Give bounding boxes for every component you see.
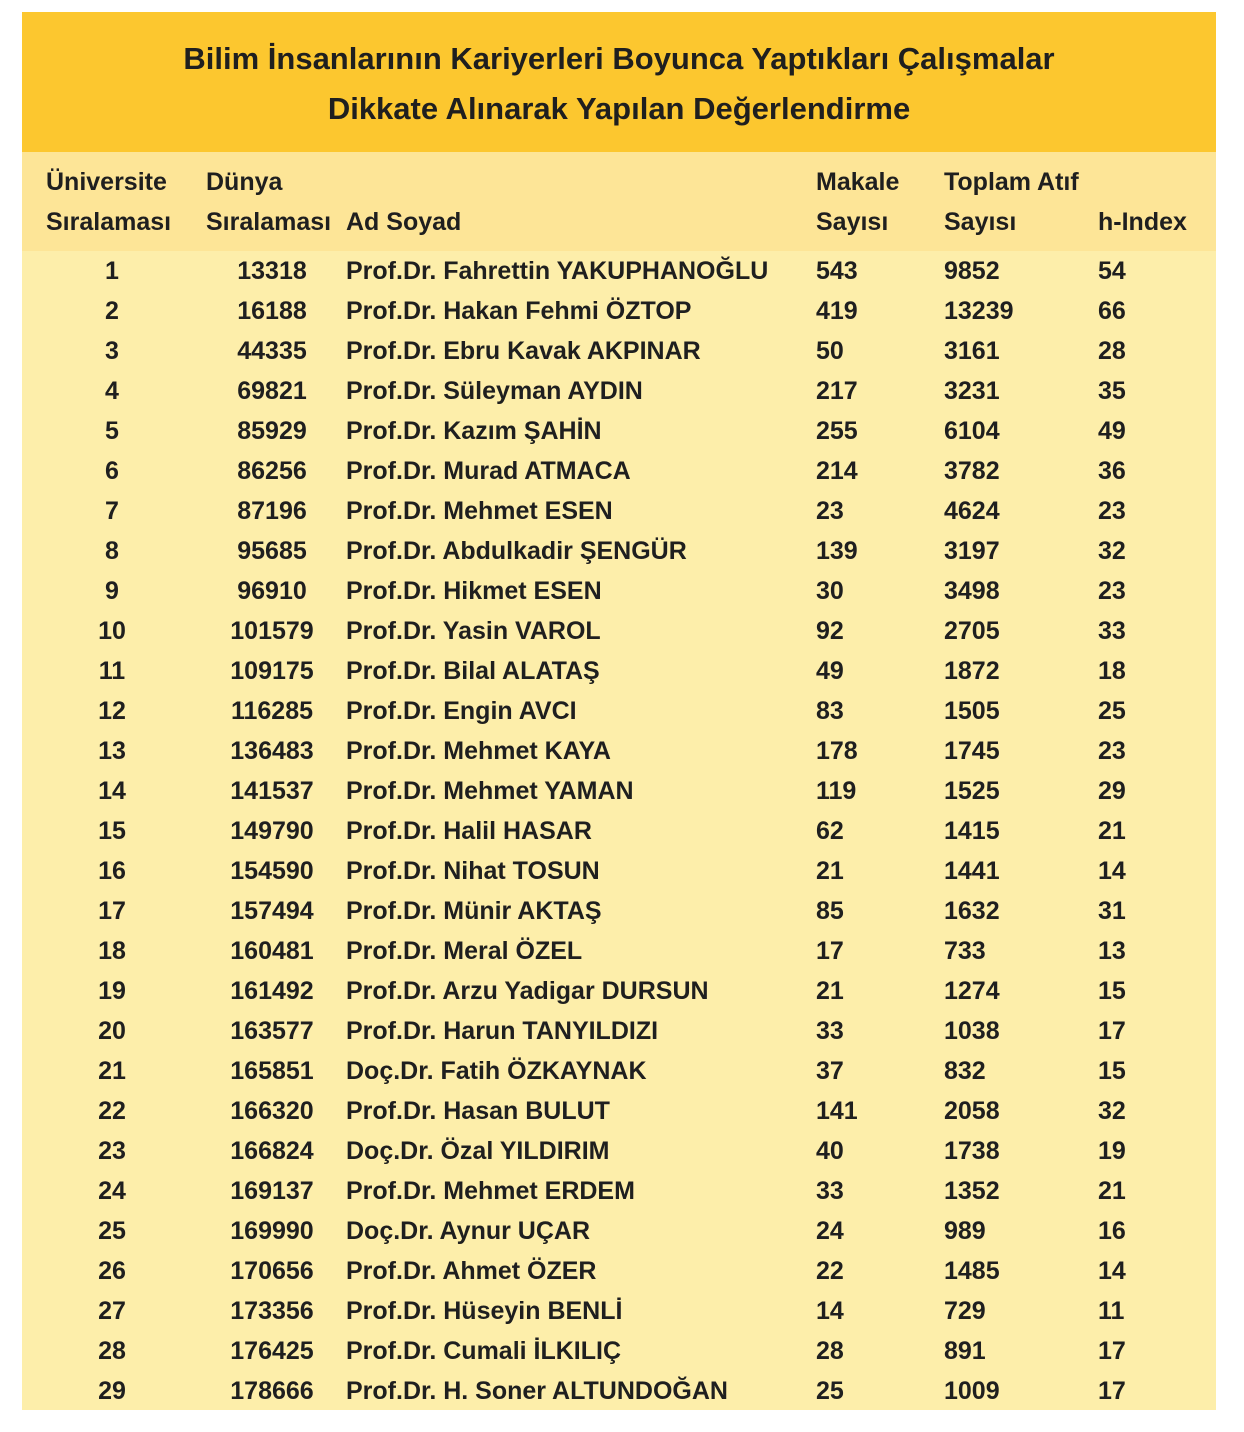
university-rank-cell: 29 bbox=[98, 1377, 126, 1405]
world-rank-cell: 178666 bbox=[230, 1377, 314, 1405]
citation-count-cell: 3161 bbox=[944, 337, 1000, 365]
h-index-cell: 13 bbox=[1098, 937, 1126, 965]
scientist-name-cell: Prof.Dr. Ebru Kavak AKPINAR bbox=[346, 337, 701, 365]
citation-count-cell: 1009 bbox=[944, 1377, 1000, 1405]
world-rank-cell: 176425 bbox=[230, 1337, 314, 1365]
table-row bbox=[22, 1131, 1216, 1171]
university-rank-cell: 5 bbox=[105, 417, 119, 445]
paper-count-cell: 37 bbox=[816, 1057, 844, 1085]
citation-count-cell: 3197 bbox=[944, 537, 1000, 565]
scientist-name-cell: Prof.Dr. H. Soner ALTUNDOĞAN bbox=[346, 1377, 728, 1405]
paper-count-cell: 119 bbox=[816, 777, 857, 805]
table-row bbox=[22, 931, 1216, 971]
h-index-cell: 11 bbox=[1098, 1297, 1125, 1325]
university-rank-cell: 16 bbox=[98, 857, 126, 885]
paper-count-cell: 33 bbox=[816, 1177, 844, 1205]
paper-count-cell: 178 bbox=[816, 737, 858, 765]
university-rank-cell: 20 bbox=[98, 1017, 126, 1045]
world-rank-cell: 166824 bbox=[230, 1137, 314, 1165]
university-rank-cell: 3 bbox=[105, 337, 119, 365]
university-rank-cell: 23 bbox=[98, 1137, 126, 1165]
world-rank-cell: 141537 bbox=[230, 777, 314, 805]
world-rank-cell: 16188 bbox=[237, 297, 307, 325]
table-row bbox=[22, 1011, 1216, 1051]
scientist-name-cell: Prof.Dr. Murad ATMACA bbox=[346, 457, 631, 485]
citation-count-cell: 3498 bbox=[944, 577, 1000, 605]
h-index-cell: 17 bbox=[1098, 1377, 1126, 1405]
paper-count-cell: 139 bbox=[816, 537, 858, 565]
scientist-name-cell: Prof.Dr. Cumali İLKILIÇ bbox=[346, 1337, 622, 1365]
scientist-name-cell: Doç.Dr. Özal YILDIRIM bbox=[346, 1137, 610, 1165]
world-rank-cell: 95685 bbox=[237, 537, 307, 565]
citation-count-cell: 1745 bbox=[944, 737, 1000, 765]
world-rank-cell: 13318 bbox=[237, 257, 307, 285]
table-row bbox=[22, 731, 1216, 771]
citation-count-cell: 1872 bbox=[944, 657, 1000, 685]
h-index-cell: 17 bbox=[1098, 1337, 1126, 1365]
citation-count-cell: 9852 bbox=[944, 257, 1000, 285]
world-rank-cell: 86256 bbox=[237, 457, 307, 485]
table-row bbox=[22, 1291, 1216, 1331]
university-rank-cell: 18 bbox=[98, 937, 126, 965]
scientist-name-cell: Prof.Dr. Fahrettin YAKUPHANOĞLU bbox=[346, 257, 769, 285]
h-index-cell: 66 bbox=[1098, 297, 1126, 325]
citation-count-cell: 989 bbox=[944, 1217, 986, 1245]
h-index-cell: 14 bbox=[1098, 1257, 1126, 1285]
table-row bbox=[22, 691, 1216, 731]
table-row bbox=[22, 1251, 1216, 1291]
university-rank-cell: 1 bbox=[105, 257, 119, 285]
citation-count-cell: 1415 bbox=[944, 817, 1000, 845]
paper-count-cell: 21 bbox=[816, 977, 844, 1005]
paper-count-cell: 40 bbox=[816, 1137, 844, 1165]
h-index-cell: 14 bbox=[1098, 857, 1126, 885]
h-index-cell: 19 bbox=[1098, 1137, 1126, 1165]
university-rank-cell: 2 bbox=[105, 297, 119, 325]
table-row bbox=[22, 971, 1216, 1011]
citation-count-cell: 1525 bbox=[944, 777, 1000, 805]
world-rank-cell: 96910 bbox=[237, 577, 307, 605]
table-row bbox=[22, 331, 1216, 371]
h-index-cell: 21 bbox=[1098, 1177, 1126, 1205]
scientist-name-cell: Prof.Dr. Meral ÖZEL bbox=[346, 937, 583, 965]
paper-count-cell: 419 bbox=[816, 297, 858, 325]
header-h-index: h-Index bbox=[1098, 208, 1187, 236]
scientist-name-cell: Prof.Dr. Mehmet YAMAN bbox=[346, 777, 634, 805]
scientist-name-cell: Prof.Dr. Mehmet KAYA bbox=[346, 737, 611, 765]
university-rank-cell: 12 bbox=[98, 697, 126, 725]
university-rank-cell: 15 bbox=[98, 817, 126, 845]
university-rank-cell: 21 bbox=[98, 1057, 126, 1085]
citation-count-cell: 891 bbox=[944, 1337, 986, 1365]
world-rank-cell: 85929 bbox=[237, 417, 307, 445]
paper-count-cell: 141 bbox=[816, 1097, 858, 1125]
world-rank-cell: 149790 bbox=[230, 817, 314, 845]
h-index-cell: 36 bbox=[1098, 457, 1126, 485]
university-rank-cell: 17 bbox=[98, 897, 126, 925]
paper-count-cell: 28 bbox=[816, 1337, 844, 1365]
university-rank-cell: 6 bbox=[105, 457, 119, 485]
paper-count-cell: 33 bbox=[816, 1017, 844, 1045]
world-rank-cell: 165851 bbox=[230, 1057, 314, 1085]
ranking-table bbox=[22, 12, 1216, 1410]
paper-count-cell: 255 bbox=[816, 417, 858, 445]
table-row bbox=[22, 611, 1216, 651]
h-index-cell: 31 bbox=[1098, 897, 1126, 925]
world-rank-cell: 161492 bbox=[230, 977, 314, 1005]
university-rank-cell: 7 bbox=[105, 497, 119, 525]
university-rank-cell: 11 bbox=[98, 657, 126, 685]
citation-count-cell: 4624 bbox=[944, 497, 1000, 525]
table-row bbox=[22, 531, 1216, 571]
table-row bbox=[22, 1371, 1216, 1411]
world-rank-cell: 169990 bbox=[230, 1217, 314, 1245]
header-world-rank: Dünya Sıralaması bbox=[206, 168, 332, 236]
h-index-cell: 23 bbox=[1098, 497, 1126, 525]
h-index-cell: 29 bbox=[1098, 777, 1126, 805]
paper-count-cell: 50 bbox=[816, 337, 844, 365]
table-row bbox=[22, 1051, 1216, 1091]
university-rank-cell: 9 bbox=[105, 577, 119, 605]
h-index-cell: 49 bbox=[1098, 417, 1126, 445]
table-row bbox=[22, 411, 1216, 451]
university-rank-cell: 8 bbox=[105, 537, 119, 565]
scientist-name-cell: Prof.Dr. Kazım ŞAHİN bbox=[346, 417, 602, 445]
citation-count-cell: 1485 bbox=[944, 1257, 1000, 1285]
scientist-name-cell: Prof.Dr. Hüseyin BENLİ bbox=[346, 1297, 623, 1325]
university-rank-cell: 4 bbox=[105, 377, 119, 405]
university-rank-cell: 27 bbox=[98, 1297, 126, 1325]
paper-count-cell: 25 bbox=[816, 1377, 844, 1405]
world-rank-cell: 109175 bbox=[230, 657, 314, 685]
citation-count-cell: 2705 bbox=[944, 617, 1000, 645]
citation-count-cell: 13239 bbox=[944, 297, 1014, 325]
paper-count-cell: 23 bbox=[816, 497, 844, 525]
university-rank-cell: 10 bbox=[98, 617, 126, 645]
citation-count-cell: 733 bbox=[944, 937, 986, 965]
table-row bbox=[22, 491, 1216, 531]
world-rank-cell: 44335 bbox=[237, 337, 307, 365]
table-row bbox=[22, 1211, 1216, 1251]
scientist-name-cell: Prof.Dr. Mehmet ERDEM bbox=[346, 1177, 635, 1205]
university-rank-cell: 19 bbox=[98, 977, 126, 1005]
paper-count-cell: 30 bbox=[816, 577, 844, 605]
citation-count-cell: 1038 bbox=[944, 1017, 1000, 1045]
world-rank-cell: 157494 bbox=[230, 897, 314, 925]
paper-count-cell: 85 bbox=[816, 897, 844, 925]
citation-count-cell: 3782 bbox=[944, 457, 1000, 485]
table-row bbox=[22, 891, 1216, 931]
world-rank-cell: 169137 bbox=[230, 1177, 314, 1205]
table-row bbox=[22, 371, 1216, 411]
paper-count-cell: 21 bbox=[816, 857, 844, 885]
university-rank-cell: 25 bbox=[98, 1217, 126, 1245]
table-body bbox=[22, 251, 1216, 1411]
table-row bbox=[22, 771, 1216, 811]
university-rank-cell: 28 bbox=[98, 1337, 126, 1365]
header-papers: Makale Sayısı bbox=[816, 168, 900, 236]
scientist-name-cell: Prof.Dr. Arzu Yadigar DURSUN bbox=[346, 977, 709, 1005]
header-name: Ad Soyad bbox=[346, 208, 462, 236]
h-index-cell: 54 bbox=[1098, 257, 1126, 285]
paper-count-cell: 217 bbox=[816, 377, 858, 405]
scientist-name-cell: Prof.Dr. Engin AVCI bbox=[346, 697, 577, 725]
h-index-cell: 33 bbox=[1098, 617, 1126, 645]
university-rank-cell: 13 bbox=[98, 737, 126, 765]
h-index-cell: 32 bbox=[1098, 1097, 1126, 1125]
table-header bbox=[22, 152, 1216, 251]
paper-count-cell: 49 bbox=[816, 657, 844, 685]
h-index-cell: 23 bbox=[1098, 737, 1126, 765]
h-index-cell: 25 bbox=[1098, 697, 1126, 725]
scientist-name-cell: Prof.Dr. Abdulkadir ŞENGÜR bbox=[346, 537, 687, 565]
scientist-name-cell: Doç.Dr. Aynur UÇAR bbox=[346, 1217, 591, 1245]
scientist-name-cell: Prof.Dr. Bilal ALATAŞ bbox=[346, 657, 600, 685]
world-rank-cell: 173356 bbox=[230, 1297, 314, 1325]
scientist-name-cell: Prof.Dr. Yasin VAROL bbox=[346, 617, 601, 645]
scientist-name-cell: Prof.Dr. Hikmet ESEN bbox=[346, 577, 602, 605]
h-index-cell: 18 bbox=[1098, 657, 1126, 685]
citation-count-cell: 1738 bbox=[944, 1137, 1000, 1165]
table-row bbox=[22, 651, 1216, 691]
table-row bbox=[22, 1331, 1216, 1371]
scientist-name-cell: Prof.Dr. Hakan Fehmi ÖZTOP bbox=[346, 297, 692, 325]
title-band bbox=[22, 12, 1216, 152]
scientist-name-cell: Prof.Dr. Hasan BULUT bbox=[346, 1097, 610, 1125]
table-row bbox=[22, 251, 1216, 291]
title-line-2: Dikkate Alınarak Yapılan Değerlendirme bbox=[327, 91, 911, 126]
paper-count-cell: 62 bbox=[816, 817, 844, 845]
world-rank-cell: 166320 bbox=[230, 1097, 314, 1125]
university-rank-cell: 22 bbox=[98, 1097, 126, 1125]
world-rank-cell: 154590 bbox=[230, 857, 314, 885]
scientist-name-cell: Prof.Dr. Nihat TOSUN bbox=[346, 857, 600, 885]
h-index-cell: 15 bbox=[1098, 1057, 1126, 1085]
paper-count-cell: 83 bbox=[816, 697, 844, 725]
citation-count-cell: 1441 bbox=[944, 857, 1000, 885]
university-rank-cell: 26 bbox=[98, 1257, 126, 1285]
table-row bbox=[22, 1091, 1216, 1131]
world-rank-cell: 101579 bbox=[230, 617, 314, 645]
h-index-cell: 23 bbox=[1098, 577, 1126, 605]
world-rank-cell: 116285 bbox=[230, 697, 314, 725]
table-row bbox=[22, 851, 1216, 891]
world-rank-cell: 160481 bbox=[230, 937, 314, 965]
scientist-name-cell: Prof.Dr. Münir AKTAŞ bbox=[346, 897, 602, 925]
citation-count-cell: 1352 bbox=[944, 1177, 1000, 1205]
h-index-cell: 17 bbox=[1098, 1017, 1126, 1045]
table-row bbox=[22, 811, 1216, 851]
world-rank-cell: 170656 bbox=[230, 1257, 314, 1285]
citation-count-cell: 729 bbox=[944, 1297, 986, 1325]
scientist-name-cell: Prof.Dr. Ahmet ÖZER bbox=[346, 1257, 597, 1285]
scientist-name-cell: Prof.Dr. Halil HASAR bbox=[346, 817, 592, 845]
citation-count-cell: 1632 bbox=[944, 897, 1000, 925]
h-index-cell: 16 bbox=[1098, 1217, 1126, 1245]
citation-count-cell: 2058 bbox=[944, 1097, 1000, 1125]
scientist-name-cell: Prof.Dr. Mehmet ESEN bbox=[346, 497, 613, 525]
paper-count-cell: 24 bbox=[816, 1217, 844, 1245]
paper-count-cell: 214 bbox=[816, 457, 858, 485]
paper-count-cell: 92 bbox=[816, 617, 844, 645]
table-row bbox=[22, 451, 1216, 491]
table-row bbox=[22, 291, 1216, 331]
university-rank-cell: 24 bbox=[98, 1177, 126, 1205]
header-university-rank: Üniversite Sıralaması bbox=[46, 168, 172, 236]
citation-count-cell: 1505 bbox=[944, 697, 1000, 725]
citation-count-cell: 6104 bbox=[944, 417, 1000, 445]
h-index-cell: 35 bbox=[1098, 377, 1126, 405]
table-row bbox=[22, 1171, 1216, 1211]
citation-count-cell: 832 bbox=[944, 1057, 986, 1085]
world-rank-cell: 87196 bbox=[237, 497, 307, 525]
scientist-name-cell: Doç.Dr. Fatih ÖZKAYNAK bbox=[346, 1057, 647, 1085]
table-row bbox=[22, 571, 1216, 611]
citation-count-cell: 1274 bbox=[944, 977, 1000, 1005]
paper-count-cell: 17 bbox=[816, 937, 844, 965]
scientist-name-cell: Prof.Dr. Harun TANYILDIZI bbox=[346, 1017, 659, 1045]
paper-count-cell: 22 bbox=[816, 1257, 844, 1285]
world-rank-cell: 163577 bbox=[230, 1017, 314, 1045]
h-index-cell: 15 bbox=[1098, 977, 1126, 1005]
h-index-cell: 32 bbox=[1098, 537, 1126, 565]
h-index-cell: 28 bbox=[1098, 337, 1126, 365]
citation-count-cell: 3231 bbox=[944, 377, 1000, 405]
h-index-cell: 21 bbox=[1098, 817, 1126, 845]
scientist-name-cell: Prof.Dr. Süleyman AYDIN bbox=[346, 377, 643, 405]
paper-count-cell: 543 bbox=[816, 257, 858, 285]
header-citations: Toplam Atıf Sayısı bbox=[944, 168, 1079, 236]
title-line-1: Bilim İnsanlarının Kariyerleri Boyunca Yaptıkları Çalışmalar bbox=[183, 41, 1055, 76]
world-rank-cell: 69821 bbox=[237, 377, 307, 405]
university-rank-cell: 14 bbox=[98, 777, 126, 805]
paper-count-cell: 14 bbox=[816, 1297, 844, 1325]
world-rank-cell: 136483 bbox=[230, 737, 314, 765]
